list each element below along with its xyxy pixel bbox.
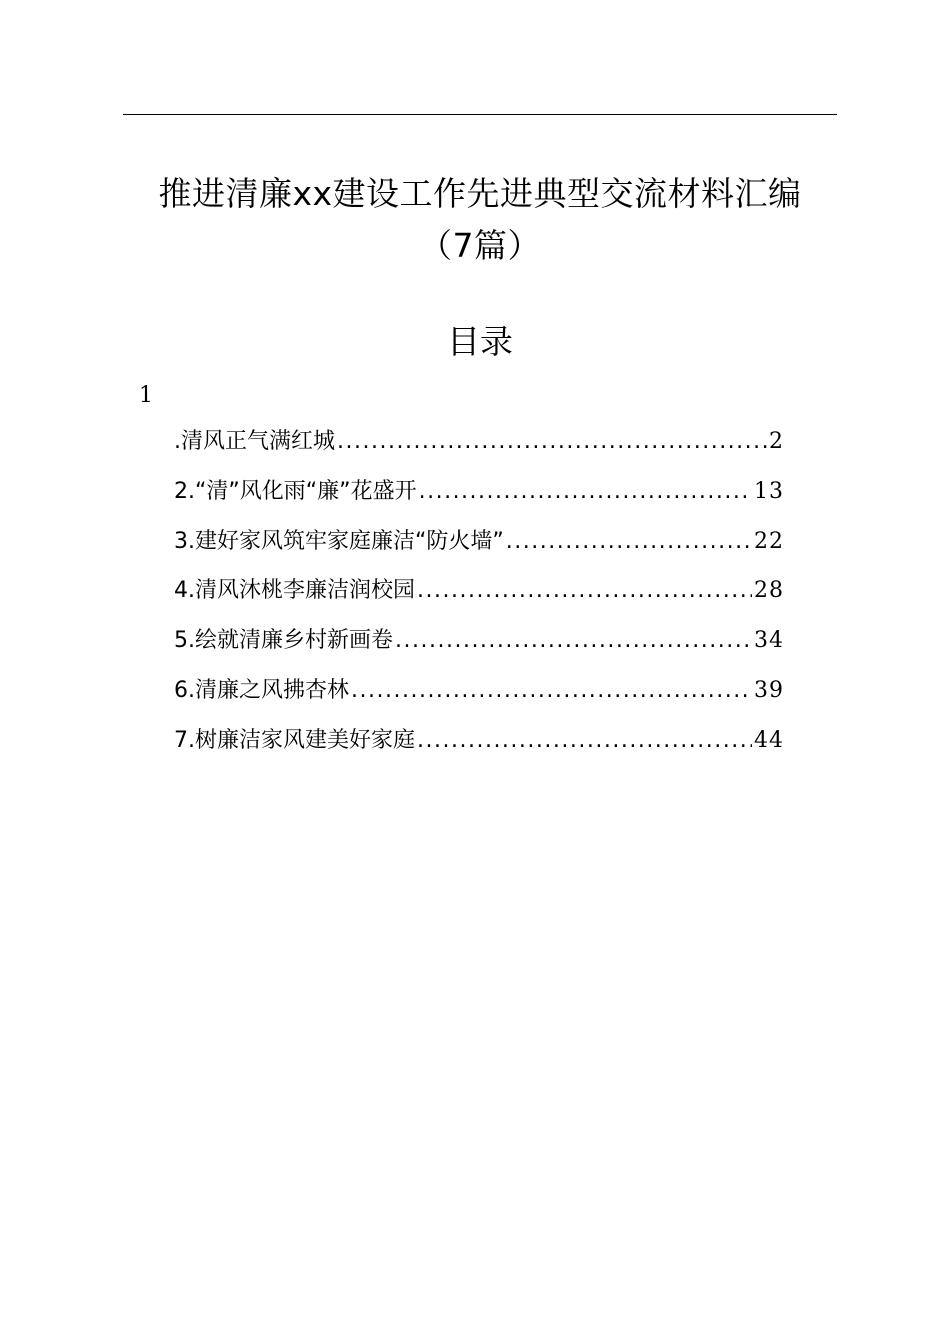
- stray-page-number: 1: [139, 383, 153, 408]
- toc-entry-title: .清风正气满红城: [174, 429, 335, 454]
- document-title: [100, 168, 860, 272]
- toc-entry[interactable]: [174, 573, 784, 623]
- toc-entry-title: 6.清廉之风拂杏林: [174, 677, 349, 703]
- toc-entry-title: 4.清风沐桃李廉洁润校园: [174, 578, 415, 604]
- toc-entry[interactable]: [174, 524, 784, 574]
- toc-leader-dots: [337, 424, 767, 460]
- toc-leader-dots: [417, 723, 752, 759]
- toc-entry-title: 7.树廉洁家风建美好家庭: [174, 727, 415, 753]
- toc-entry-page: 28: [754, 578, 784, 604]
- toc-entry[interactable]: [174, 474, 784, 524]
- toc-entry-page: 34: [754, 628, 784, 654]
- toc-entry-page: 44: [754, 727, 784, 753]
- toc-leader-dots: [506, 524, 752, 560]
- toc-entry[interactable]: [174, 424, 784, 474]
- toc-entry-title: 2.“清”风化雨“廉”花盛开: [174, 478, 417, 504]
- toc-entry-page: 22: [754, 528, 784, 554]
- table-of-contents: [174, 424, 784, 773]
- toc-entry[interactable]: [174, 673, 784, 723]
- title-line-2: （7篇）: [419, 226, 541, 265]
- toc-entry-page: 39: [754, 677, 784, 703]
- toc-entry-page: 2: [769, 429, 784, 454]
- toc-entry[interactable]: [174, 623, 784, 673]
- toc-leader-dots: [419, 474, 752, 510]
- toc-entry-page: 13: [754, 478, 784, 504]
- title-line-1: 推进清廉xx建设工作先进典型交流材料汇编: [158, 174, 802, 213]
- toc-entry-title: 3.建好家风筑牢家庭廉洁“防火墙”: [174, 528, 504, 554]
- header-rule: [123, 114, 837, 115]
- toc-leader-dots: [417, 573, 752, 609]
- toc-leader-dots: [395, 623, 752, 659]
- toc-entry[interactable]: [174, 723, 784, 773]
- toc-leader-dots: [351, 673, 752, 709]
- toc-entry-title: 5.绘就清廉乡村新画卷: [174, 628, 393, 654]
- toc-heading: 目录: [447, 322, 513, 361]
